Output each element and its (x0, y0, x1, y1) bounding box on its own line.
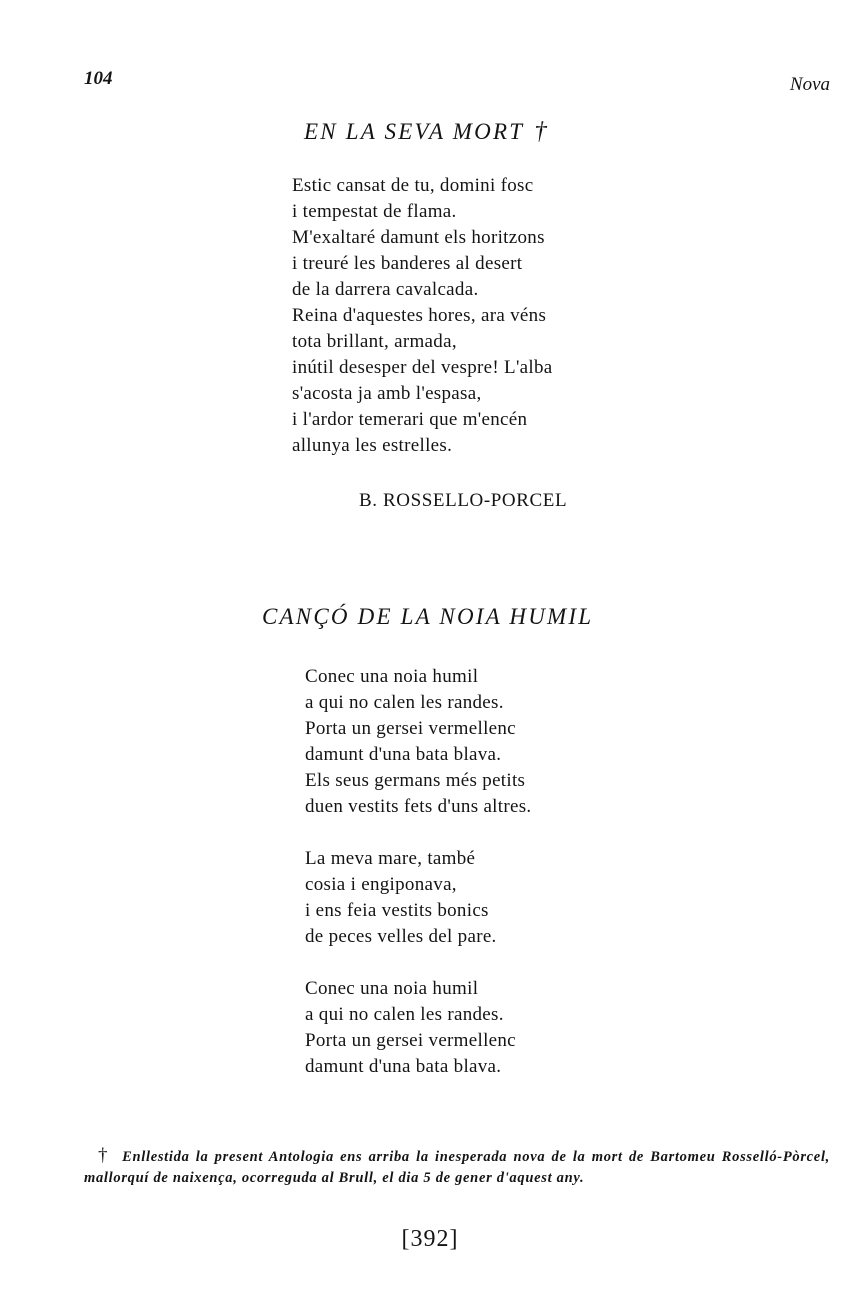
poem-line: cosia i engiponava, (305, 874, 457, 895)
poem-line: a qui no calen les randes. (305, 692, 504, 713)
poem-line: i tempestat de flama. (292, 201, 457, 222)
poem-line: Els seus germans més petits (305, 770, 526, 791)
poem-line: La meva mare, també (305, 848, 476, 869)
dagger-footnote-mark: † (534, 118, 549, 145)
poem-line: Porta un gersei vermellenc (305, 1030, 516, 1051)
footnote-text: Enllestida la present Antologia ens arriba la inesperada nova de la mort de Bartomeu Rosselló-Pòrcel, mallorquí de naixença, ocorreguda al Brull, el dia 5 de gener d'aquest any. (84, 1149, 830, 1186)
poem-line: i treuré les banderes al desert (292, 253, 523, 274)
poem-line: s'acosta ja amb l'espasa, (292, 383, 482, 404)
poem-line: a qui no calen les randes. (305, 1004, 504, 1025)
poem-line: inútil desesper del vespre! L'alba (292, 357, 553, 378)
poem-line: Estic cansat de tu, domini fosc (292, 175, 534, 196)
poem-line: allunya les estrelles. (292, 435, 453, 456)
poem-line: i ens feia vestits bonics (305, 900, 489, 921)
poem-line: damunt d'una bata blava. (305, 744, 502, 765)
poem-1-title (304, 118, 549, 146)
footnote (84, 1145, 830, 1189)
poem-1-title-text: EN LA SEVA MORT (304, 119, 525, 144)
poem-line: Reina d'aquestes hores, ara véns (292, 305, 547, 326)
stanza (305, 846, 531, 950)
poem-line: de la darrera cavalcada. (292, 279, 479, 300)
poem-line: Porta un gersei vermellenc (305, 718, 516, 739)
poem-1-author: B. ROSSELLO-PORCEL (359, 490, 568, 511)
poem-line: Conec una noia humil (305, 978, 479, 999)
poem-2-body (305, 664, 531, 1080)
footnote-dagger-mark: † (98, 1145, 111, 1166)
stanza (305, 976, 531, 1080)
poem-line: Conec una noia humil (305, 666, 479, 687)
poem-line: damunt d'una bata blava. (305, 1056, 502, 1077)
page-number: [392] (401, 1226, 459, 1252)
stanza (305, 664, 531, 820)
folio-number: 104 (84, 68, 113, 89)
poem-line: tota brillant, armada, (292, 331, 457, 352)
poem-line: M'exaltaré damunt els horitzons (292, 227, 545, 248)
poem-1-body (292, 173, 553, 459)
poem-line: duen vestits fets d'uns altres. (305, 796, 532, 817)
poem-2-title: CANÇÓ DE LA NOIA HUMIL (262, 604, 594, 629)
poem-line: de peces velles del pare. (305, 926, 497, 947)
poem-line: i l'ardor temerari que m'encén (292, 409, 528, 430)
running-head: Nova (789, 74, 830, 95)
